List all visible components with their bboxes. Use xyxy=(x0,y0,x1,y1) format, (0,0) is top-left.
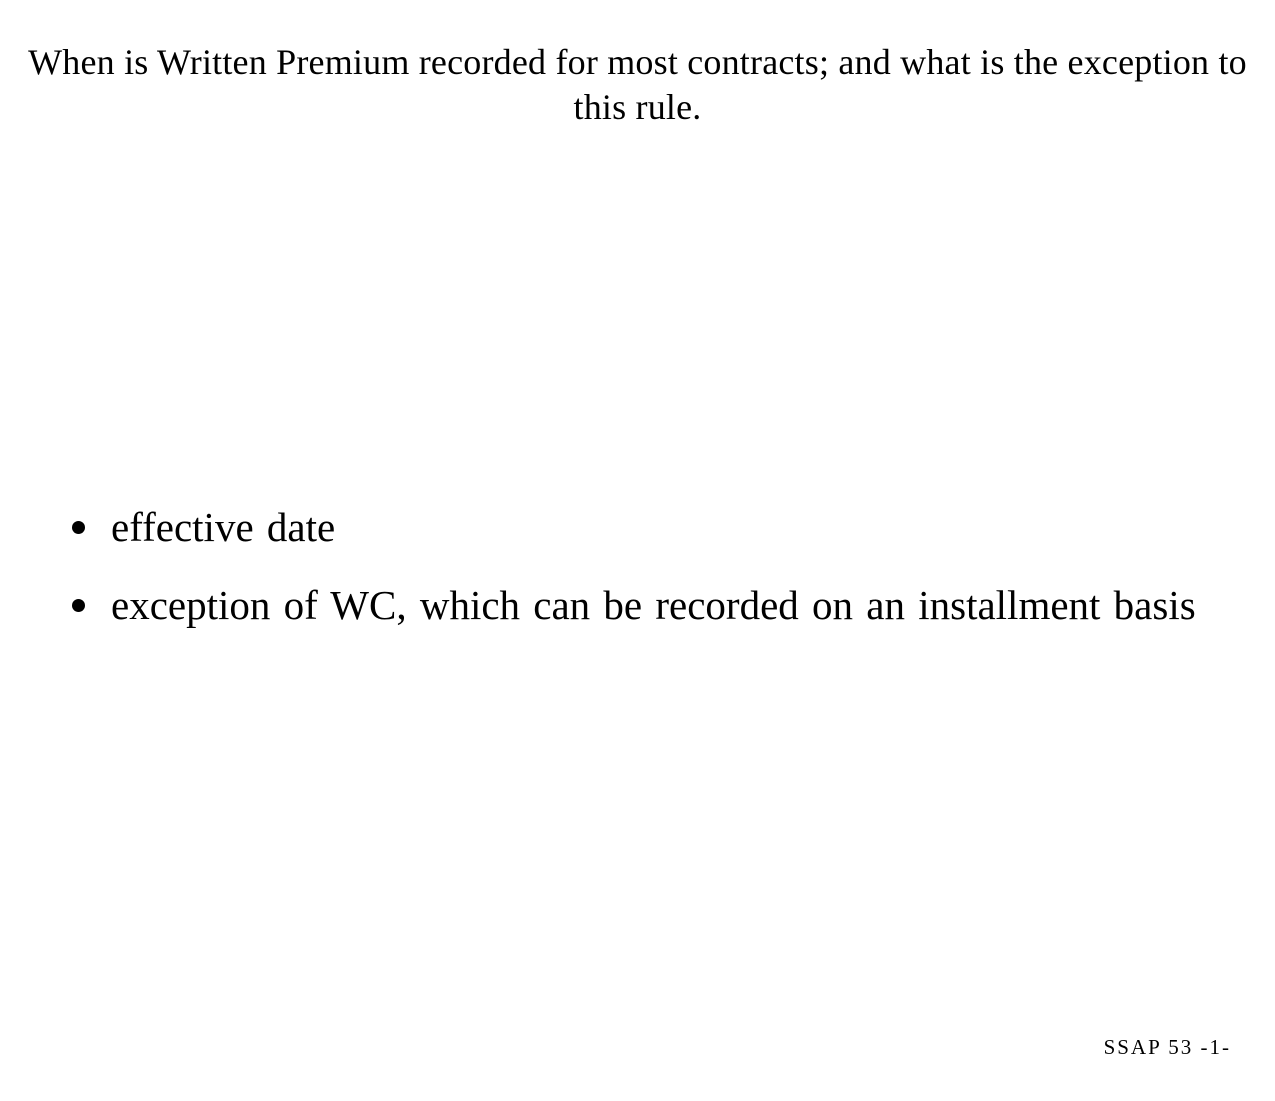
question-text: When is Written Premium recorded for most contracts; and what is the exception to this rule. xyxy=(28,42,1247,127)
bullet-icon xyxy=(72,521,85,534)
answer-item xyxy=(0,502,1275,552)
answer-item xyxy=(0,580,1275,630)
answer-text: effective date xyxy=(111,504,336,550)
page-footer: SSAP 53 -1- xyxy=(1103,1035,1231,1059)
answer-text: exception of WC, which can be recorded on an installment basis xyxy=(111,582,1196,628)
bullet-icon xyxy=(72,599,85,612)
answer-list xyxy=(0,502,1275,658)
